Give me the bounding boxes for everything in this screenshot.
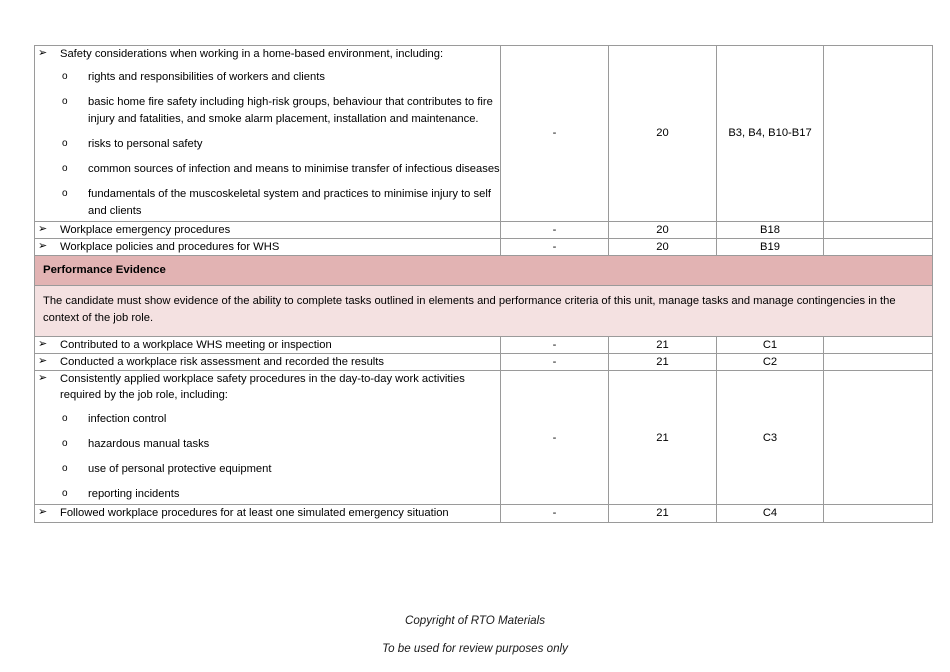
table-body	[35, 46, 933, 523]
assessment-mapping-cell: B19	[717, 239, 824, 256]
row-workplace-emergency-procedures	[35, 221, 501, 238]
section-body-text: The candidate must show evidence of the ability to complete tasks outlined in elements and performance criteria of this unit, manage tasks and manage contingencies in the context of the job role.	[35, 285, 933, 336]
requirement-list	[35, 222, 500, 238]
requirement-item	[35, 239, 500, 255]
requirement-item	[35, 337, 500, 353]
sub-requirement-item	[60, 461, 500, 477]
evidence-dash-cell: -	[501, 371, 609, 505]
evidence-dash-cell: -	[501, 221, 609, 238]
sub-requirement-item	[60, 161, 500, 177]
row-consistently-applied-procedures	[35, 371, 501, 505]
sub-requirement-list	[60, 69, 500, 219]
comments-cell	[824, 221, 933, 238]
assessment-mapping-table	[34, 45, 933, 523]
assessment-mapping-cell: C1	[717, 336, 824, 353]
row-safety-considerations	[35, 46, 501, 222]
table-row	[35, 239, 933, 256]
comments-cell	[824, 239, 933, 256]
arrow-bullet-icon: ➢	[38, 506, 48, 519]
sub-requirement-text: hazardous manual tasks	[88, 437, 210, 450]
row-contributed-whs-meeting	[35, 336, 501, 353]
requirement-list	[35, 371, 500, 502]
sub-requirement-text: use of personal protective equipment	[88, 463, 272, 475]
table-row	[35, 371, 933, 505]
page-reference-cell: 21	[609, 336, 717, 353]
footer-review-notice-line: To be used for review purposes only	[382, 642, 568, 656]
table-row	[35, 353, 933, 370]
sub-requirement-item	[60, 411, 500, 427]
footer-copyright-line: Copyright of RTO Materials	[404, 614, 546, 627]
requirement-list	[35, 46, 500, 219]
evidence-dash-cell: -	[501, 46, 609, 222]
arrow-bullet-icon: ➢	[38, 240, 48, 253]
circle-bullet-icon: o	[62, 163, 68, 175]
requirement-text: Workplace policies and procedures for WHS	[60, 241, 280, 254]
requirement-text: Safety considerations when working in a home-based environment, including:	[60, 48, 444, 60]
circle-bullet-icon: o	[62, 437, 68, 449]
mapping-table-container	[34, 45, 932, 523]
sub-requirement-text: common sources of infection and means to minimise transfer of infectious diseases	[88, 163, 500, 176]
sub-requirement-text: reporting incidents	[88, 488, 180, 501]
row-conducted-risk-assessment	[35, 353, 501, 370]
sub-requirement-text: risks to personal safety	[88, 137, 203, 150]
requirement-list	[35, 354, 500, 370]
page-reference-cell: 20	[609, 221, 717, 238]
table-row	[35, 221, 933, 238]
assessment-mapping-cell: C2	[717, 353, 824, 370]
circle-bullet-icon: o	[62, 488, 68, 500]
section-body-row	[35, 285, 933, 336]
table-row	[35, 46, 933, 222]
sub-requirement-item	[60, 69, 500, 85]
page-reference-cell: 21	[609, 353, 717, 370]
arrow-bullet-icon: ➢	[38, 222, 48, 235]
comments-cell	[824, 46, 933, 222]
comments-cell	[824, 336, 933, 353]
arrow-bullet-icon: ➢	[38, 337, 48, 350]
assessment-mapping-cell: B18	[717, 221, 824, 238]
assessment-mapping-cell: B3, B4, B10-B17	[717, 46, 824, 222]
page-footer	[0, 612, 950, 658]
circle-bullet-icon: o	[62, 96, 68, 108]
evidence-dash-cell: -	[501, 353, 609, 370]
circle-bullet-icon: o	[62, 188, 68, 200]
sub-requirement-item	[60, 436, 500, 452]
sub-requirement-item	[60, 186, 500, 218]
requirement-item	[35, 222, 500, 238]
requirement-item	[35, 505, 500, 521]
table-row	[35, 505, 933, 522]
comments-cell	[824, 371, 933, 505]
requirement-item	[35, 46, 500, 219]
requirement-list	[35, 239, 500, 255]
assessment-mapping-cell: C3	[717, 371, 824, 505]
comments-cell	[824, 505, 933, 522]
circle-bullet-icon: o	[62, 463, 68, 474]
arrow-bullet-icon: ➢	[38, 47, 48, 59]
circle-bullet-icon: o	[62, 137, 68, 149]
requirement-list	[35, 337, 500, 353]
section-header-title: Performance Evidence	[35, 256, 933, 286]
row-workplace-policies-whs	[35, 239, 501, 256]
sub-requirement-text: fundamentals of the muscoskeletal system and practices to minimise injury to self and clients	[88, 188, 491, 217]
evidence-dash-cell: -	[501, 239, 609, 256]
sub-requirement-text: basic home fire safety including high-risk groups, behaviour that contributes to fire injury and fatalities, and smoke alarm placement, installation and maintenance.	[88, 96, 493, 125]
evidence-dash-cell: -	[501, 505, 609, 522]
requirement-list	[35, 505, 500, 521]
requirement-item	[35, 354, 500, 370]
sub-requirement-item	[60, 94, 500, 126]
arrow-bullet-icon: ➢	[38, 372, 48, 385]
arrow-bullet-icon: ➢	[38, 354, 48, 367]
section-header-row	[35, 256, 933, 286]
requirement-text: Conducted a workplace risk assessment and recorded the results	[60, 355, 384, 368]
evidence-dash-cell: -	[501, 336, 609, 353]
requirement-text: Contributed to a workplace WHS meeting or inspection	[60, 338, 332, 351]
table-row	[35, 336, 933, 353]
circle-bullet-icon: o	[62, 71, 68, 83]
sub-requirement-text: infection control	[88, 412, 167, 425]
sub-requirement-list	[60, 411, 500, 503]
page-reference-cell: 20	[609, 239, 717, 256]
requirement-item	[35, 371, 500, 502]
requirement-text: Followed workplace procedures for at least one simulated emergency situation	[60, 507, 449, 520]
requirement-text: Workplace emergency procedures	[60, 223, 231, 236]
comments-cell	[824, 353, 933, 370]
row-followed-simulated-emergency	[35, 505, 501, 522]
page-reference-cell: 20	[609, 46, 717, 222]
sub-requirement-text: rights and responsibilities of workers and clients	[88, 71, 325, 84]
page-reference-cell: 21	[609, 371, 717, 505]
sub-requirement-item	[60, 136, 500, 152]
assessment-mapping-cell: C4	[717, 505, 824, 522]
sub-requirement-item	[60, 486, 500, 502]
circle-bullet-icon: o	[62, 412, 68, 424]
requirement-text: Consistently applied workplace safety procedures in the day-to-day work activities required by the job role, including:	[60, 373, 465, 402]
page-reference-cell: 21	[609, 505, 717, 522]
